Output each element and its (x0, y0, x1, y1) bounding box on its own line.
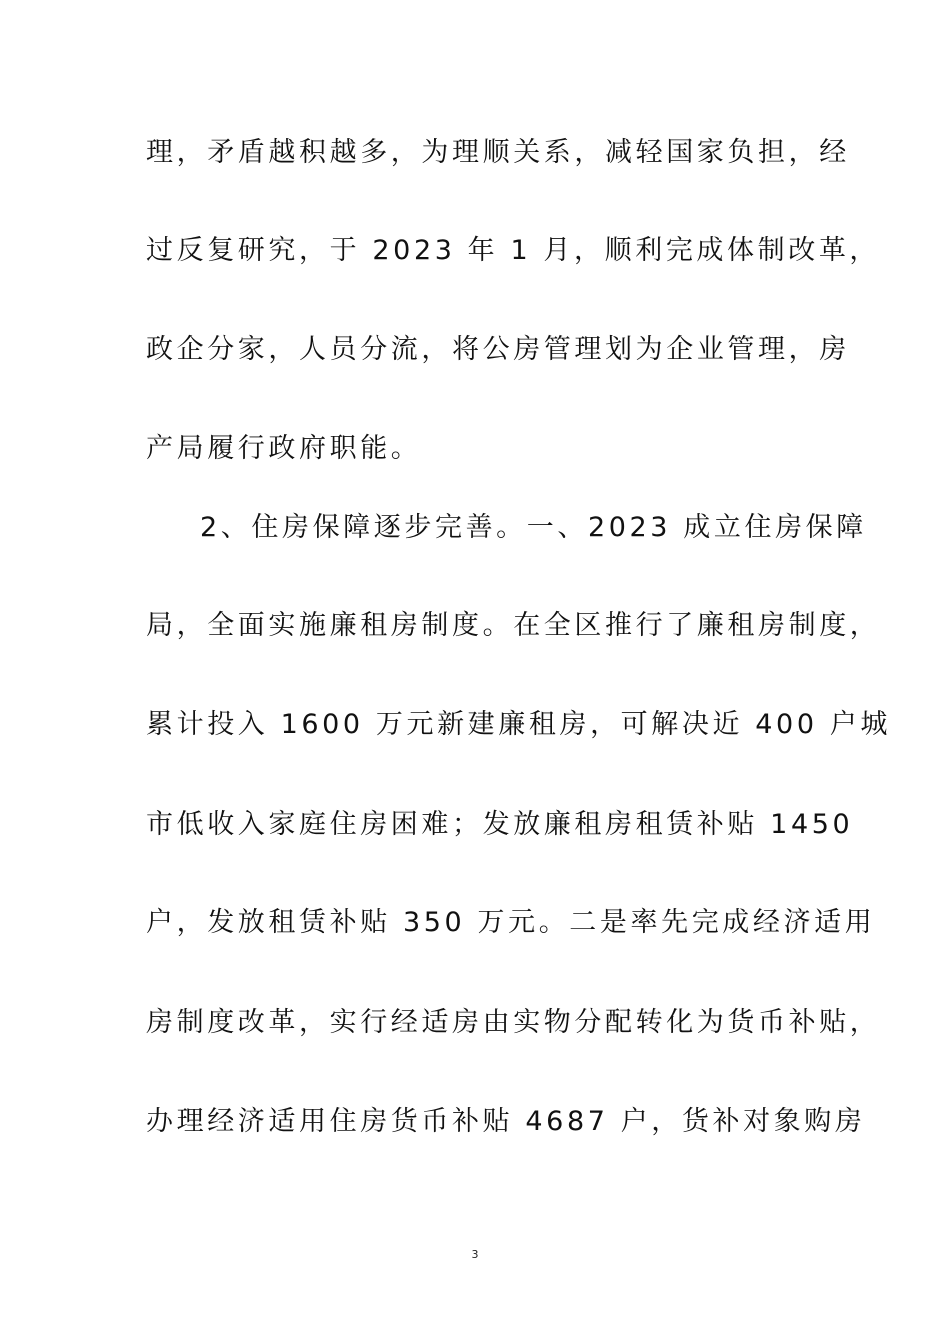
body-text-line: 户，发放租赁补贴 350 万元。二是率先完成经济适用 (146, 907, 876, 938)
body-text-line: 理，矛盾越积越多，为理顺关系，减轻国家负担，经 (146, 137, 850, 168)
body-text-line: 办理经济适用住房货币补贴 4687 户，货补对象购房 (146, 1106, 866, 1137)
body-text-line: 市低收入家庭住房困难；发放廉租房租赁补贴 1450 (146, 809, 854, 840)
page-number: 3 (471, 1248, 479, 1261)
body-text-line: 过反复研究，于 2023 年 1 月，顺利完成体制改革， (146, 235, 881, 266)
paragraph-start-line: 2、住房保障逐步完善。一、2023 成立住房保障 (200, 512, 867, 543)
body-text-line: 累计投入 1600 万元新建廉租房，可解决近 400 户城 (146, 709, 891, 740)
body-text-line: 产局履行政府职能。 (146, 433, 422, 464)
body-text-line: 局，全面实施廉租房制度。在全区推行了廉租房制度， (146, 610, 881, 641)
body-text-line: 政企分家，人员分流，将公房管理划为企业管理，房 (146, 334, 850, 365)
body-text-line: 房制度改革，实行经适房由实物分配转化为货币补贴， (146, 1007, 881, 1038)
